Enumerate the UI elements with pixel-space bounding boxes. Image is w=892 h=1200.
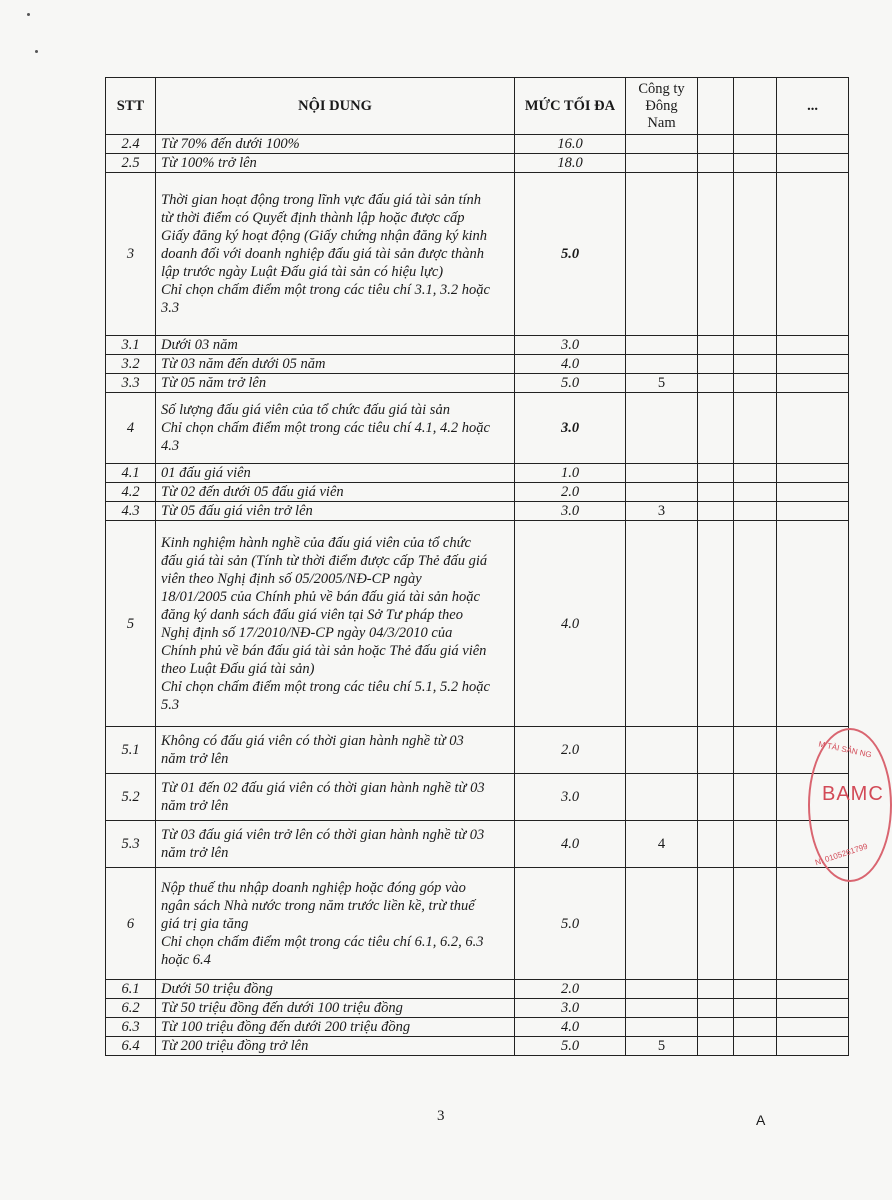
row-blank-cell: [777, 868, 849, 980]
row-dong-nam-score: [626, 393, 698, 464]
content-line: 4.3: [161, 438, 180, 454]
row-content: [156, 173, 515, 336]
content-line: viên theo Nghị định số 05/2005/NĐ-CP ngày: [161, 570, 422, 587]
row-dong-nam-score: [626, 154, 698, 173]
content-line: Kinh nghiệm hành nghề của đấu giá viên của tổ chức: [161, 534, 471, 551]
table-body: [106, 135, 849, 1056]
table-header-row: [106, 78, 849, 135]
row-blank-cell: [734, 154, 777, 173]
row-blank-cell: [777, 999, 849, 1018]
table-row: [106, 868, 849, 980]
row-max-score: 4.0: [515, 521, 626, 727]
content-line: Chính phủ về bán đấu giá tài sản hoặc Thẻ đấu giá viên: [161, 642, 487, 659]
table-row: [106, 521, 849, 727]
row-content: [156, 355, 515, 374]
table-row: [106, 154, 849, 173]
row-dong-nam-score: [626, 980, 698, 999]
row-max-score: 2.0: [515, 727, 626, 774]
row-blank-cell: [734, 393, 777, 464]
stamp-mid-text: BAMC: [822, 783, 884, 805]
row-blank-cell: [734, 135, 777, 154]
row-blank-cell: [734, 1037, 777, 1056]
content-line: giá trị gia tăng: [161, 915, 249, 932]
row-dong-nam-score: [626, 727, 698, 774]
row-blank-cell: [698, 135, 734, 154]
row-blank-cell: [734, 868, 777, 980]
content-line: Giấy đăng ký hoạt động (Giấy chứng nhận đăng ký kinh: [161, 228, 488, 244]
row-blank-cell: [734, 336, 777, 355]
row-stt: 5.3: [106, 821, 156, 868]
scan-speck: [27, 13, 30, 16]
row-blank-cell: [698, 393, 734, 464]
content-line: Từ 05 năm trở lên: [161, 375, 267, 391]
row-stt: 5: [106, 521, 156, 727]
row-dong-nam-score: [626, 774, 698, 821]
row-blank-cell: [777, 464, 849, 483]
row-stt: 3: [106, 173, 156, 336]
content-line: đấu giá tài sản (Tính từ thời điểm được cấp Thẻ đấu giá: [161, 552, 488, 569]
row-blank-cell: [734, 521, 777, 727]
row-dong-nam-score: [626, 464, 698, 483]
row-blank-cell: [698, 774, 734, 821]
row-content: [156, 374, 515, 393]
table-row: [106, 1037, 849, 1056]
table-row: [106, 1018, 849, 1037]
row-stt: 3.2: [106, 355, 156, 374]
row-dong-nam-score: [626, 355, 698, 374]
evaluation-table: [105, 77, 849, 1056]
table-row: [106, 464, 849, 483]
row-content: [156, 464, 515, 483]
table-row: [106, 135, 849, 154]
row-blank-cell: [698, 1037, 734, 1056]
content-line: Chỉ chọn chấm điểm một trong các tiêu chí 4.1, 4.2 hoặc: [161, 420, 490, 436]
company-stamp: [808, 728, 892, 882]
row-blank-cell: [777, 502, 849, 521]
content-line: Từ 50 triệu đồng đến dưới 100 triệu đồng: [161, 1000, 403, 1016]
row-max-score: 4.0: [515, 821, 626, 868]
row-max-score: 18.0: [515, 154, 626, 173]
row-blank-cell: [698, 464, 734, 483]
table-row: [106, 999, 849, 1018]
row-content: [156, 1037, 515, 1056]
row-blank-cell: [777, 483, 849, 502]
row-dong-nam-score: [626, 521, 698, 727]
row-max-score: 5.0: [515, 1037, 626, 1056]
row-blank-cell: [734, 374, 777, 393]
row-dong-nam-score: [626, 483, 698, 502]
row-dong-nam-score: 5: [626, 1037, 698, 1056]
row-max-score: 16.0: [515, 135, 626, 154]
row-blank-cell: [777, 336, 849, 355]
row-blank-cell: [777, 1037, 849, 1056]
content-line: lập trước ngày Luật Đấu giá tài sản có hiệu lực): [161, 264, 444, 280]
row-max-score: 5.0: [515, 868, 626, 980]
header-blank-1: [698, 78, 734, 135]
content-line: 5.3: [161, 696, 180, 713]
row-blank-cell: [777, 374, 849, 393]
row-blank-cell: [698, 483, 734, 502]
row-blank-cell: [698, 821, 734, 868]
content-line: Không có đấu giá viên có thời gian hành nghề từ 03: [161, 733, 464, 749]
row-blank-cell: [734, 483, 777, 502]
row-dong-nam-score: [626, 868, 698, 980]
row-blank-cell: [698, 727, 734, 774]
row-stt: 3.3: [106, 374, 156, 393]
table-row: [106, 336, 849, 355]
content-line: 18/01/2005 của Chính phủ về bán đấu giá tài sản hoặc: [161, 588, 480, 605]
page-number: 3: [437, 1108, 445, 1124]
row-dong-nam-score: [626, 173, 698, 336]
content-line: Chỉ chọn chấm điểm một trong các tiêu chí 5.1, 5.2 hoặc: [161, 678, 490, 695]
row-blank-cell: [777, 521, 849, 727]
row-stt: 4.1: [106, 464, 156, 483]
row-stt: 5.2: [106, 774, 156, 821]
header-stt: STT: [106, 78, 156, 135]
row-stt: 4.2: [106, 483, 156, 502]
content-line: năm trở lên: [161, 845, 229, 861]
row-blank-cell: [734, 355, 777, 374]
table-row: [106, 393, 849, 464]
row-stt: 6.1: [106, 980, 156, 999]
table-row: [106, 502, 849, 521]
row-content: [156, 999, 515, 1018]
table-row: [106, 774, 849, 821]
row-max-score: 3.0: [515, 774, 626, 821]
table-row: [106, 374, 849, 393]
row-stt: 6.3: [106, 1018, 156, 1037]
stamp-top-text: M TÀI SẢN NG: [817, 739, 873, 760]
row-dong-nam-score: [626, 1018, 698, 1037]
row-blank-cell: [734, 821, 777, 868]
row-blank-cell: [777, 173, 849, 336]
row-content: [156, 774, 515, 821]
row-content: [156, 135, 515, 154]
content-line: 3.3: [161, 300, 180, 316]
content-line: ngân sách Nhà nước trong năm trước liền kề, trừ thuế: [161, 897, 475, 914]
corner-letter: A: [756, 1112, 766, 1128]
row-blank-cell: [734, 774, 777, 821]
row-content: [156, 483, 515, 502]
row-stt: 4.3: [106, 502, 156, 521]
header-noi-dung: NỘI DUNG: [156, 78, 515, 135]
row-blank-cell: [734, 502, 777, 521]
row-max-score: 2.0: [515, 483, 626, 502]
row-blank-cell: [734, 1018, 777, 1037]
row-blank-cell: [698, 980, 734, 999]
row-max-score: 5.0: [515, 374, 626, 393]
row-dong-nam-score: 3: [626, 502, 698, 521]
content-line: theo Luật Đấu giá tài sản): [161, 660, 315, 677]
content-line: Số lượng đấu giá viên của tổ chức đấu giá tài sản: [161, 402, 450, 418]
row-content: [156, 521, 515, 727]
row-max-score: 3.0: [515, 999, 626, 1018]
content-line: năm trở lên: [161, 798, 229, 814]
row-content: [156, 821, 515, 868]
table-row: [106, 173, 849, 336]
row-content: [156, 980, 515, 999]
row-blank-cell: [777, 154, 849, 173]
row-blank-cell: [698, 374, 734, 393]
row-content: [156, 502, 515, 521]
content-line: Từ 70% đến dưới 100%: [161, 136, 300, 152]
content-line: Từ 100% trở lên: [161, 155, 257, 171]
row-content: [156, 868, 515, 980]
row-stt: 2.5: [106, 154, 156, 173]
row-max-score: 4.0: [515, 1018, 626, 1037]
row-dong-nam-score: [626, 336, 698, 355]
row-max-score: 3.0: [515, 393, 626, 464]
row-stt: 5.1: [106, 727, 156, 774]
row-content: [156, 727, 515, 774]
content-line: Chỉ chọn chấm điểm một trong các tiêu chí 3.1, 3.2 hoặc: [161, 282, 490, 298]
table-row: [106, 483, 849, 502]
content-line: Từ 03 đấu giá viên trở lên có thời gian hành nghề từ 03: [161, 827, 485, 843]
row-blank-cell: [777, 393, 849, 464]
content-line: doanh đối với doanh nghiệp đấu giá tài sản được thành: [161, 246, 485, 262]
row-blank-cell: [734, 173, 777, 336]
row-max-score: 4.0: [515, 355, 626, 374]
row-stt: 6: [106, 868, 156, 980]
row-max-score: 1.0: [515, 464, 626, 483]
row-blank-cell: [698, 154, 734, 173]
row-blank-cell: [698, 521, 734, 727]
content-line: 01 đấu giá viên: [161, 465, 251, 481]
content-line: hoặc 6.4: [161, 951, 211, 968]
table-row: [106, 821, 849, 868]
content-line: Từ 05 đấu giá viên trở lên: [161, 503, 313, 519]
row-blank-cell: [734, 464, 777, 483]
scan-speck: [35, 50, 38, 53]
row-max-score: 5.0: [515, 173, 626, 336]
content-line: Dưới 03 năm: [161, 337, 238, 353]
row-blank-cell: [698, 999, 734, 1018]
content-line: Nghị định số 17/2010/NĐ-CP ngày 04/3/2010 của: [161, 624, 453, 641]
row-content: [156, 393, 515, 464]
row-dong-nam-score: [626, 135, 698, 154]
row-stt: 2.4: [106, 135, 156, 154]
row-blank-cell: [698, 1018, 734, 1037]
header-muc-toi-da: MỨC TỐI ĐA: [515, 78, 626, 135]
row-stt: 6.2: [106, 999, 156, 1018]
row-dong-nam-score: 4: [626, 821, 698, 868]
content-line: năm trở lên: [161, 751, 229, 767]
row-blank-cell: [698, 355, 734, 374]
row-content: [156, 1018, 515, 1037]
row-dong-nam-score: [626, 999, 698, 1018]
content-line: Thời gian hoạt động trong lĩnh vực đấu giá tài sản tính: [161, 192, 482, 208]
header-blank-2: [734, 78, 777, 135]
row-blank-cell: [734, 727, 777, 774]
header-extra: ...: [777, 78, 849, 135]
table-row: [106, 727, 849, 774]
content-line: Từ 100 triệu đồng đến dưới 200 triệu đồng: [161, 1019, 411, 1035]
row-blank-cell: [734, 980, 777, 999]
row-blank-cell: [698, 502, 734, 521]
row-stt: 3.1: [106, 336, 156, 355]
content-line: đăng ký danh sách đấu giá viên tại Sở Tư pháp theo: [161, 606, 463, 623]
row-stt: 4: [106, 393, 156, 464]
content-line: Từ 01 đến 02 đấu giá viên có thời gian hành nghề từ 03: [161, 780, 485, 796]
row-max-score: 3.0: [515, 336, 626, 355]
row-blank-cell: [698, 868, 734, 980]
row-blank-cell: [777, 980, 849, 999]
content-line: Từ 200 triệu đồng trở lên: [161, 1038, 309, 1054]
content-line: từ thời điểm có Quyết định thành lập hoặc được cấp: [161, 210, 465, 226]
row-content: [156, 154, 515, 173]
row-max-score: 3.0: [515, 502, 626, 521]
content-line: Từ 03 năm đến dưới 05 năm: [161, 356, 326, 372]
content-line: Dưới 50 triệu đồng: [161, 981, 273, 997]
row-blank-cell: [777, 355, 849, 374]
row-dong-nam-score: 5: [626, 374, 698, 393]
row-stt: 6.4: [106, 1037, 156, 1056]
row-max-score: 2.0: [515, 980, 626, 999]
row-blank-cell: [777, 135, 849, 154]
row-blank-cell: [698, 173, 734, 336]
table-row: [106, 980, 849, 999]
table-row: [106, 355, 849, 374]
row-blank-cell: [777, 1018, 849, 1037]
row-blank-cell: [734, 999, 777, 1018]
row-blank-cell: [698, 336, 734, 355]
content-line: Từ 02 đến dưới 05 đấu giá viên: [161, 484, 344, 500]
row-content: [156, 336, 515, 355]
header-cong-ty: Công ty Đông Nam: [626, 78, 698, 135]
content-line: Chỉ chọn chấm điểm một trong các tiêu chí 6.1, 6.2, 6.3: [161, 933, 484, 950]
content-line: Nộp thuế thu nhập doanh nghiệp hoặc đóng góp vào: [161, 879, 466, 896]
stamp-bottom-text: N: 0105261799: [813, 841, 869, 868]
